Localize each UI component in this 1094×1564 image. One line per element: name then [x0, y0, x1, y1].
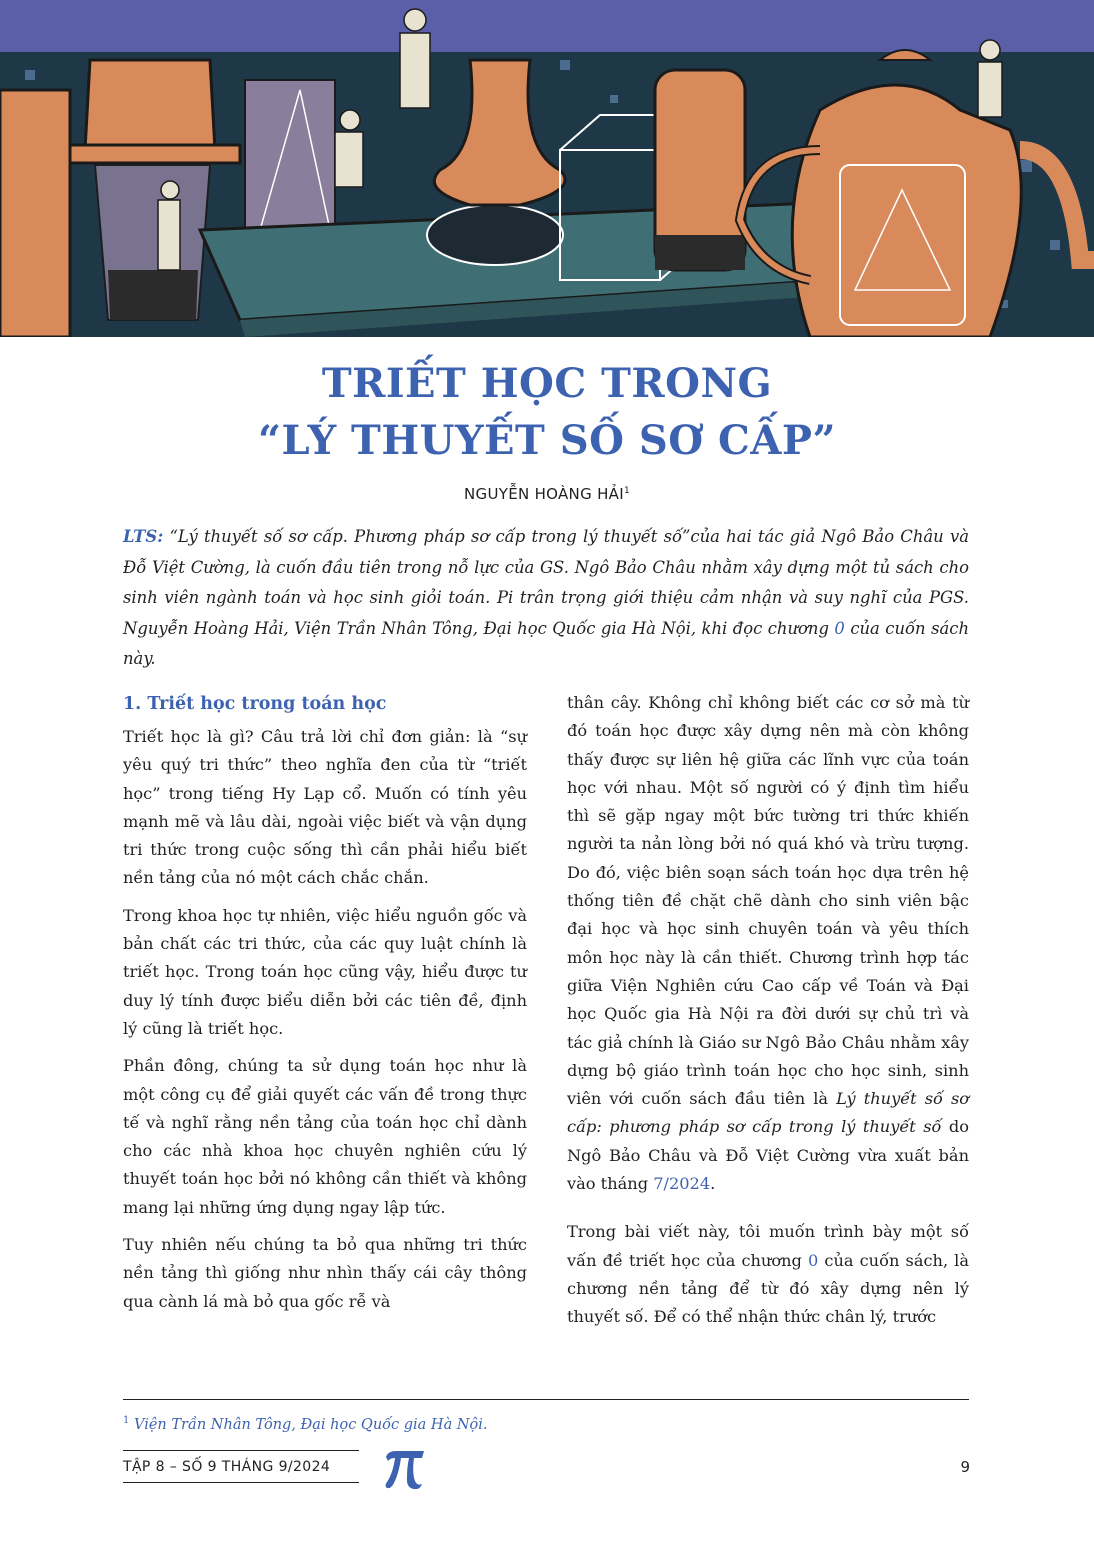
paragraph-text: Trong bài viết này, tôi muốn trình bày một số vấn đề triết học của chương	[567, 1222, 969, 1270]
issue-label: TẬP 8 – SỐ 9 THÁNG 9/2024	[123, 1459, 331, 1475]
paragraph-text: do Ngô Bảo Châu và Đỗ Việt Cường vừa xuất bản vào tháng	[567, 1117, 969, 1194]
editor-note-chapter-num: 0	[834, 618, 845, 638]
editor-note-label: LTS:	[123, 527, 164, 546]
paragraph-text: thân cây. Không chỉ không biết các cơ sở mà từ đó toán học được xây dựng nên mà còn không thấy được sự liên hệ giữa các lĩnh vực của toán học với nhau. Một số người có ý định tìm hiểu thì sẽ gặp ngay một bức tường tri thức khiến người ta nản lòng bởi nó quá khó và trừu tượng. Do đó, việc biên soạn sách toán học dựa trên hệ thống tiên đề chặt chẽ dành cho sinh viên bậc đại học và học sinh chuyên toán và yêu thích môn học này là cần thiết. Chương trình hợp tác giữa Viện Nghiên cứu Cao cấp về Toán và Đại học Quốc gia Hà Nội ra đời dưới sự chủ trì và tác giả chính là Giáo sư Ngô Bảo Châu nhằm xây dựng bộ giáo trình toán học cho học sinh, sinh viên với cuốn sách đầu tiên là	[567, 693, 969, 1109]
author-byline	[0, 485, 1094, 503]
footnote	[123, 1415, 969, 1433]
article-title-line1: TRIẾT HỌC TRONG	[321, 360, 773, 407]
footer-rule-top	[123, 1450, 359, 1451]
paragraph-text: của cuốn sách, là chương nền tảng để từ đó xây dựng nên lý thuyết số. Để có thể nhận thức chân lý, trước	[567, 1250, 970, 1327]
page-number: 9	[960, 1458, 970, 1476]
editor-note-text-a: “Lý thuyết số sơ cấp. Phương pháp sơ cấp trong lý thuyết số”của hai tác giả Ngô Bảo Châu và Đỗ Việt Cường, là cuốn đầu tiên trong nỗ lực của GS. Ngô Bảo Châu nhằm xây dựng một tủ sách cho sinh viên ngành toán và học sinh giỏi toán. Pi trân trọng giới thiệu cảm nhận và suy nghĩ của PGS. Nguyễn Hoàng Hải, Viện Trần Nhân Tông, Đại học Quốc gia Hà Nội, khi đọc chương	[123, 527, 969, 638]
editor-note-text-b: của cuốn sách này.	[123, 618, 969, 668]
footer-rule-bottom	[123, 1482, 359, 1483]
paragraph: Tuy nhiên nếu chúng ta bỏ qua những tri thức nền tảng thì giống như nhìn thấy cái cây thông qua cành lá mà bỏ qua gốc rễ và	[123, 1235, 527, 1311]
paragraph	[567, 1218, 969, 1331]
article-title-line2: “LÝ THUYẾT SỐ SƠ CẤP”	[258, 417, 836, 464]
chapter-num: 0	[808, 1250, 819, 1270]
footnote-divider	[123, 1399, 969, 1400]
paragraph: Trong khoa học tự nhiên, việc hiểu nguồn gốc và bản chất các tri thức, của các quy luật chính là triết học. Trong toán học cũng vậy, hiểu được tư duy lý tính được biểu diễn bởi các tiên đề, định lý cũng là triết học.	[123, 905, 527, 1038]
header-illustration	[0, 0, 1094, 337]
editor-note	[123, 522, 969, 675]
paragraph-text: .	[710, 1174, 716, 1194]
footnote-mark: 1	[123, 1415, 130, 1426]
footnote-text: Viện Trần Nhân Tông, Đại học Quốc gia Hà Nội.	[133, 1416, 488, 1433]
paragraph: Phần đông, chúng ta sử dụng toán học như là một công cụ để giải quyết các vấn đề trong thực tế và nghĩ rằng nền tảng của toán học chỉ dành cho các nhà khoa học chuyên nghiên cứu lý thuyết toán học bởi nó không cần thiết và không mang lại những ứng dụng ngay lập tức.	[123, 1056, 527, 1217]
author-note-mark: 1	[623, 486, 630, 496]
publish-date: 7/2024	[653, 1174, 711, 1194]
paragraph: Triết học là gì? Câu trả lời chỉ đơn giản: là “sự yêu quý tri thức” theo nghĩa đen của từ “triết học” trong tiếng Hy Lạp cổ. Muốn có tính yêu mạnh mẽ và lâu dài, ngoài việc biết và vận dụng tri thức trong cuộc sống thì cần phải hiểu biết nền tảng của nó một cách chắc chắn.	[123, 727, 527, 888]
book-title: Lý thuyết số sơ cấp: phương pháp sơ cấp trong lý thuyết số	[567, 1089, 969, 1137]
body-column-right	[567, 689, 969, 1341]
body-column-left	[123, 690, 527, 1325]
author-name: NGUYỄN HOÀNG HẢI	[464, 485, 624, 503]
section-heading: 1. Triết học trong toán học	[123, 694, 387, 714]
paragraph	[567, 689, 969, 1198]
pi-logo-icon	[382, 1447, 426, 1491]
